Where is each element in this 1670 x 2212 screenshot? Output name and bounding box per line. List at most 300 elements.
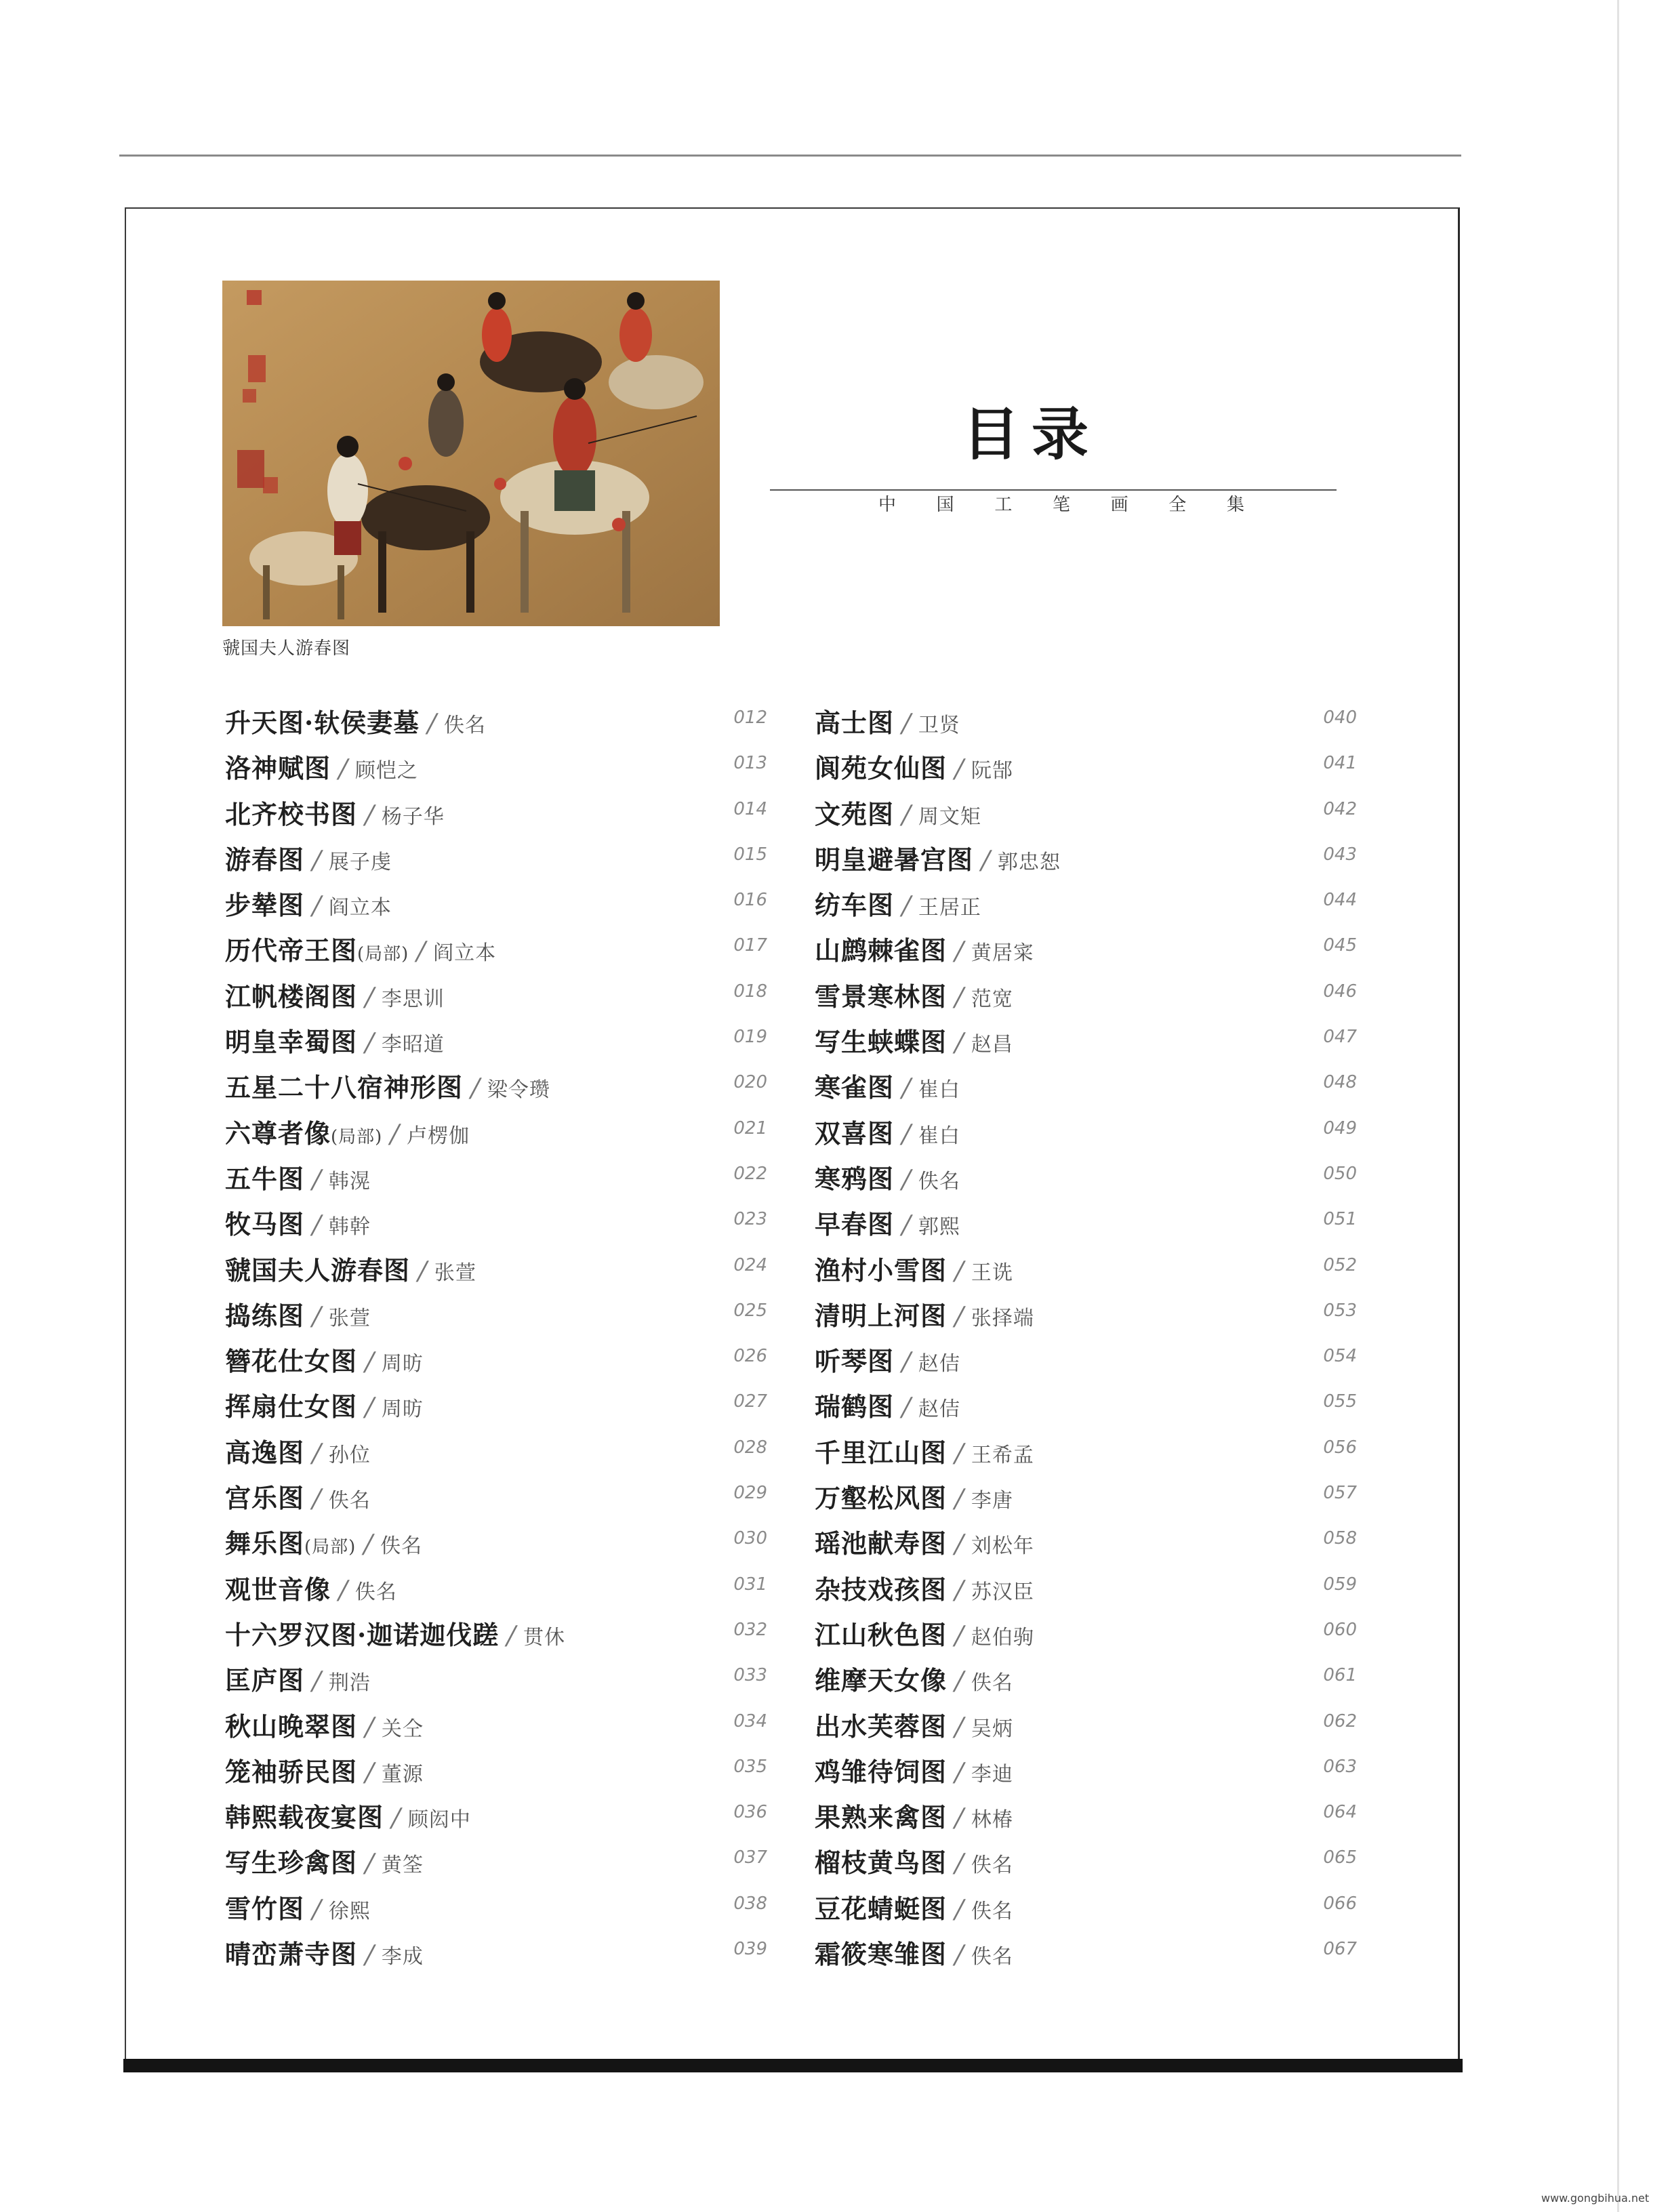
toc-page-number: 049: [1323, 1118, 1357, 1139]
painting-caption: 虢国夫人游春图: [222, 638, 351, 659]
toc-page-number: 029: [733, 1483, 767, 1504]
toc-page-number: 026: [733, 1346, 767, 1367]
toc-title: 雪景寒林图: [815, 981, 948, 1012]
toc-entry[interactable]: [815, 1198, 1357, 1244]
toc-title: 升天图·轪侯妻墓: [225, 708, 420, 738]
toc-title: 杂技戏孩图: [815, 1574, 948, 1605]
toc-entry[interactable]: [225, 1198, 767, 1244]
toc-entry-title-line: [815, 1933, 1013, 1971]
toc-title: 宫乐图: [225, 1483, 305, 1514]
top-rule: [119, 155, 1461, 157]
subtitle-char: 全: [1168, 495, 1187, 515]
toc-entry[interactable]: [815, 1700, 1357, 1746]
slash-separator: /: [952, 1803, 968, 1833]
slash-separator: /: [309, 890, 325, 921]
toc-author: 李唐: [971, 1489, 1013, 1513]
toc-entry-title-line: [815, 1158, 960, 1195]
toc-title: 鸡雏待饲图: [815, 1756, 948, 1787]
toc-author: 李迪: [971, 1762, 1013, 1786]
toc-page-number: 066: [1323, 1893, 1357, 1914]
toc-entry[interactable]: [815, 1928, 1357, 1973]
toc-title: 明皇幸蜀图: [225, 1027, 358, 1058]
toc-page-number: 050: [1323, 1163, 1357, 1184]
toc-author: 卫贤: [918, 714, 960, 737]
toc-author: 张萱: [328, 1306, 371, 1330]
toc-entry-title-line: [815, 1888, 1013, 1925]
toc-entry[interactable]: [225, 1153, 767, 1198]
toc-entry-title-line: [815, 1660, 1013, 1697]
slash-separator: /: [899, 1210, 915, 1240]
toc-author: 李思训: [381, 987, 445, 1011]
toc-page-number: 028: [733, 1437, 767, 1458]
toc-entry[interactable]: [225, 1700, 767, 1746]
toc-entry[interactable]: [225, 1472, 767, 1517]
slash-separator: /: [952, 981, 968, 1012]
toc-entry[interactable]: [815, 970, 1357, 1016]
slash-separator: /: [362, 1848, 378, 1879]
toc-title: 渔村小雪图: [815, 1254, 948, 1286]
toc-entry-title-line: [815, 1706, 1013, 1743]
toc-entry-title-line: [225, 1660, 371, 1697]
toc-entry[interactable]: [815, 1746, 1357, 1791]
toc-title: 捣练图: [225, 1300, 305, 1331]
toc-page-number: 030: [733, 1528, 767, 1549]
toc-page-number: 037: [733, 1847, 767, 1868]
toc-entry[interactable]: [815, 1016, 1357, 1061]
toc-entry-title-line: [815, 1067, 960, 1104]
toc-author: 周昉: [381, 1397, 424, 1422]
slash-separator: /: [388, 1803, 405, 1833]
series-subtitle: [878, 491, 1244, 516]
toc-entry[interactable]: [225, 879, 767, 924]
toc-entry-title-line: [225, 930, 496, 967]
toc-page-number: 039: [733, 1939, 767, 1960]
toc-page-number: 042: [1323, 798, 1357, 819]
toc-page-number: 022: [733, 1163, 767, 1184]
toc-entry-title-line: [225, 1295, 371, 1332]
toc-page-number: 056: [1323, 1437, 1357, 1458]
toc-entry-title-line: [225, 1842, 424, 1879]
slash-separator: /: [362, 1940, 378, 1970]
toc-entry-title-line: [815, 702, 960, 739]
toc-entry-title-line: [225, 1113, 470, 1150]
toc-entry-title-line: [225, 1477, 371, 1515]
toc-entry-title-line: [815, 1797, 1013, 1834]
toc-title: 千里江山图: [815, 1437, 948, 1468]
toc-author: 黄居寀: [971, 941, 1034, 966]
slash-separator: /: [952, 1027, 968, 1058]
toc-author: 赵佶: [918, 1397, 960, 1422]
toc-author: 佚名: [380, 1534, 423, 1559]
toc-title: 五星二十八宿神形图: [225, 1072, 464, 1103]
toc-author: 李成: [381, 1945, 424, 1969]
toc-entry[interactable]: [225, 1107, 767, 1153]
toc-page-number: 046: [1323, 981, 1357, 1002]
toc-column-left: [225, 697, 767, 1973]
toc-page-number: 064: [1323, 1802, 1357, 1823]
slash-separator: /: [362, 1027, 378, 1058]
toc-entry-title-line: [815, 1432, 1034, 1469]
toc-page-number: 024: [733, 1254, 767, 1275]
slash-separator: /: [335, 754, 352, 784]
slash-separator: /: [899, 1164, 915, 1194]
subtitle-char: 中: [878, 495, 897, 515]
painting-image: [222, 281, 720, 626]
slash-separator: /: [978, 844, 994, 875]
toc-page-number: 048: [1323, 1072, 1357, 1093]
toc-page-number: 043: [1323, 844, 1357, 865]
toc-entry[interactable]: [225, 1290, 767, 1335]
toc-entry-title-line: [815, 1340, 960, 1378]
slash-separator: /: [362, 1347, 378, 1377]
slash-separator: /: [952, 1940, 968, 1970]
toc-page-number: 054: [1323, 1346, 1357, 1367]
toc-author: 张择端: [971, 1306, 1034, 1330]
toc-entry-title-line: [815, 1614, 1034, 1652]
slash-separator: /: [504, 1620, 520, 1650]
toc-entry-title-line: [225, 747, 418, 785]
toc-title: 出水芙蓉图: [815, 1711, 948, 1742]
toc-author: 荆浩: [328, 1671, 371, 1696]
toc-page-number: 032: [733, 1619, 767, 1640]
toc-page-number: 019: [733, 1027, 767, 1048]
toc-entry[interactable]: [225, 1380, 767, 1426]
toc-page-number: 058: [1323, 1528, 1357, 1549]
toc-title: 文苑图: [815, 798, 895, 830]
toc-title: 高逸图: [225, 1437, 305, 1468]
toc-entry[interactable]: [815, 1563, 1357, 1609]
toc-author: 崔白: [918, 1078, 960, 1103]
toc-entry[interactable]: [815, 1883, 1357, 1928]
toc-entry[interactable]: [815, 1380, 1357, 1426]
toc-author: 佚名: [444, 714, 487, 737]
slash-separator: /: [952, 1757, 968, 1787]
toc-entry-title-line: [815, 1021, 1013, 1059]
toc-entry[interactable]: [225, 1427, 767, 1472]
toc-author: 阎立本: [433, 941, 497, 966]
toc-entry-title-line: [815, 1751, 1013, 1788]
toc-entry[interactable]: [225, 834, 767, 879]
painting-illustration: [222, 281, 720, 626]
toc-entry[interactable]: [225, 970, 767, 1016]
toc-entry[interactable]: [815, 1837, 1357, 1882]
toc-page-number: 062: [1323, 1711, 1357, 1732]
toc-title: 舞乐图: [225, 1528, 305, 1559]
slash-separator: /: [952, 936, 968, 966]
slash-separator: /: [309, 1666, 325, 1696]
toc-title: 明皇避暑宫图: [815, 844, 974, 875]
toc-entry-title-line: [815, 884, 981, 922]
toc-author: 王希孟: [971, 1443, 1034, 1467]
toc-author: 杨子华: [381, 804, 445, 829]
toc-entry-title-line: [225, 702, 486, 739]
slash-separator: /: [309, 844, 325, 875]
toc-entry-title-line: [225, 1706, 424, 1743]
slash-separator: /: [952, 1711, 968, 1742]
slash-separator: /: [424, 708, 441, 738]
toc-page-number: 061: [1323, 1665, 1357, 1686]
toc-entry-title-line: [815, 794, 981, 831]
toc-page-number: 018: [733, 981, 767, 1002]
toc-page-number: 020: [733, 1072, 767, 1093]
toc-page-number: 013: [733, 753, 767, 774]
toc-author: 林椿: [971, 1808, 1013, 1832]
toc-title: 簪花仕女图: [225, 1346, 358, 1377]
toc-entry-title-line: [815, 1113, 960, 1150]
toc-author: 郭忠恕: [997, 850, 1061, 874]
slash-separator: /: [899, 1347, 915, 1377]
toc-title: 五牛图: [225, 1163, 305, 1194]
slash-separator: /: [335, 1574, 352, 1605]
toc-author: 崔白: [918, 1124, 960, 1148]
toc-page-number: 040: [1323, 708, 1357, 728]
toc-entry-title-line: [225, 1021, 445, 1059]
toc-author: 梁令瓒: [487, 1078, 550, 1103]
toc-page-number: 021: [733, 1118, 767, 1139]
toc-title: 写生珍禽图: [225, 1847, 358, 1879]
toc-entry[interactable]: [225, 1791, 767, 1837]
toc-title: 江山秋色图: [815, 1619, 948, 1650]
slash-separator: /: [952, 1574, 968, 1605]
watermark: www.gongbihua.net: [1541, 2192, 1650, 2205]
slash-separator: /: [309, 1893, 325, 1924]
toc-entry-title-line: [225, 1340, 424, 1378]
toc-entry[interactable]: [225, 742, 767, 787]
toc-entry[interactable]: [225, 1016, 767, 1061]
toc-page-number: 051: [1323, 1209, 1357, 1230]
slash-separator: /: [362, 1392, 378, 1422]
toc-title: 瑞鹤图: [815, 1391, 895, 1422]
toc-entry[interactable]: [225, 1061, 767, 1107]
toc-page-number: 063: [1323, 1756, 1357, 1777]
toc-entry-title-line: [815, 1569, 1034, 1606]
toc-title: 清明上河图: [815, 1300, 948, 1331]
toc-page-number: 065: [1323, 1847, 1357, 1868]
subtitle-char: 画: [1110, 495, 1128, 515]
toc-author: 韩幹: [328, 1215, 371, 1240]
toc-title: 维摩天女像: [815, 1665, 948, 1696]
toc-author: 关仝: [381, 1717, 424, 1741]
toc-entry[interactable]: [225, 1746, 767, 1791]
slash-separator: /: [952, 1620, 968, 1650]
toc-page-number: 012: [733, 708, 767, 728]
toc-title: 果熟来禽图: [815, 1802, 948, 1833]
toc-title: 寒雀图: [815, 1072, 895, 1103]
toc-page-number: 025: [733, 1300, 767, 1321]
toc-page-number: 059: [1323, 1574, 1357, 1595]
toc-page-number: 035: [733, 1756, 767, 1777]
slash-separator: /: [952, 1893, 968, 1924]
toc-entry-title-line: [225, 1204, 371, 1241]
toc-entry[interactable]: [815, 1061, 1357, 1107]
toc-entry-title-line: [225, 1250, 476, 1287]
toc-entry-title-line: [815, 1295, 1034, 1332]
toc-entry[interactable]: [225, 1837, 767, 1882]
toc-author: 佚名: [918, 1169, 960, 1193]
slash-separator: /: [362, 799, 378, 830]
toc-author: 刘松年: [971, 1534, 1034, 1559]
toc-entry[interactable]: [815, 1427, 1357, 1472]
toc-entry-title-line: [815, 747, 1013, 785]
toc-author: 张萱: [434, 1261, 476, 1285]
toc-entry[interactable]: [815, 924, 1357, 970]
toc-author: 顾恺之: [354, 759, 418, 783]
toc-title: 北齐校书图: [225, 798, 358, 830]
toc-author: 佚名: [971, 1945, 1013, 1969]
toc-entry[interactable]: [815, 697, 1357, 742]
slash-separator: /: [899, 1073, 915, 1103]
slash-separator: /: [899, 1118, 915, 1149]
toc-entry[interactable]: [815, 1153, 1357, 1198]
toc-entry[interactable]: [815, 1290, 1357, 1335]
toc-entry-title-line: [815, 930, 1034, 967]
toc-title: 听琴图: [815, 1346, 895, 1377]
toc-entry[interactable]: [815, 879, 1357, 924]
toc-entry[interactable]: [815, 1609, 1357, 1654]
slash-separator: /: [309, 1300, 325, 1331]
toc-entry[interactable]: [225, 1928, 767, 1973]
toc-entry-title-line: [225, 1067, 550, 1104]
toc-entry-title-line: [815, 839, 1061, 876]
toc-page-number: 027: [733, 1391, 767, 1412]
toc-entry[interactable]: [225, 1244, 767, 1290]
toc-author: 赵佶: [918, 1352, 960, 1376]
toc-author: 周文矩: [918, 804, 981, 829]
toc-entry[interactable]: [225, 788, 767, 834]
slash-separator: /: [309, 1210, 325, 1240]
toc-author: 赵伯驹: [971, 1625, 1034, 1650]
toc-entry-title-line: [225, 884, 392, 922]
toc-entry[interactable]: [225, 1654, 767, 1700]
toc-title: 榴枝黄鸟图: [815, 1847, 948, 1879]
subtitle-char: 集: [1226, 495, 1244, 515]
slash-separator: /: [362, 981, 378, 1012]
toc-entry-title-line: [815, 1523, 1034, 1560]
slash-separator: /: [899, 708, 915, 738]
toc-entry-title-line: [225, 1158, 371, 1195]
slash-separator: /: [952, 1529, 968, 1559]
toc-title: 秋山晚翠图: [225, 1711, 358, 1742]
toc-page-number: 045: [1323, 935, 1357, 956]
slash-separator: /: [413, 936, 430, 966]
toc-page-number: 036: [733, 1802, 767, 1823]
toc-entry[interactable]: [815, 788, 1357, 834]
toc-title: 瑶池献寿图: [815, 1528, 948, 1559]
toc-entry-title-line: [815, 976, 1013, 1013]
page-title: 目录: [962, 401, 1101, 468]
slash-separator: /: [952, 1848, 968, 1879]
toc-title: 笼袖骄民图: [225, 1756, 358, 1787]
toc-author: 韩滉: [328, 1169, 371, 1193]
toc-page-number: 033: [733, 1665, 767, 1686]
toc-entry[interactable]: [815, 1335, 1357, 1380]
toc-title: 霜筱寒雏图: [815, 1939, 948, 1970]
toc-entry-title-line: [815, 1204, 960, 1241]
slash-separator: /: [361, 1529, 377, 1559]
toc-title: 游春图: [225, 844, 305, 875]
toc-title: 寒鸦图: [815, 1163, 895, 1194]
toc-entry[interactable]: [815, 1472, 1357, 1517]
toc-entry-title-line: [225, 1933, 424, 1971]
toc-page-number: 031: [733, 1574, 767, 1595]
toc-page-number: 057: [1323, 1483, 1357, 1504]
toc-title: 六尊者像: [225, 1118, 331, 1149]
toc-entry-title-line: [225, 794, 445, 831]
toc-author: 徐熙: [328, 1899, 371, 1923]
toc-entry-title-line: [225, 1569, 397, 1606]
toc-page-number: 055: [1323, 1391, 1357, 1412]
toc-entry[interactable]: [815, 1517, 1357, 1563]
toc-title: 雪竹图: [225, 1893, 305, 1924]
toc-entry[interactable]: [815, 834, 1357, 879]
toc-author: 王诜: [971, 1261, 1013, 1285]
slash-separator: /: [309, 1164, 325, 1194]
toc-author: 孙位: [328, 1443, 371, 1467]
toc-title: 历代帝王图: [225, 935, 358, 966]
toc-title: 山鹧棘雀图: [815, 935, 948, 966]
toc-entry-title-line: [225, 1386, 424, 1423]
toc-entry-title-line: [225, 1614, 565, 1652]
toc-entry[interactable]: [225, 1563, 767, 1609]
toc-title: 写生蛱蝶图: [815, 1027, 948, 1058]
toc-entry[interactable]: [225, 924, 767, 970]
toc-author: 阮郜: [971, 759, 1013, 783]
toc-title: 牧马图: [225, 1209, 305, 1240]
toc-page-number: 015: [733, 844, 767, 865]
toc-entry[interactable]: [225, 1517, 767, 1563]
toc-entry-title-line: [815, 1842, 1013, 1879]
toc-title: 晴峦萧寺图: [225, 1939, 358, 1970]
toc-entry[interactable]: [225, 697, 767, 742]
toc-title: 观世音像: [225, 1574, 331, 1605]
slash-separator: /: [952, 1437, 968, 1468]
toc-entry[interactable]: [815, 1107, 1357, 1153]
toc-entry[interactable]: [225, 1883, 767, 1928]
toc-entry[interactable]: [815, 1791, 1357, 1837]
toc-author: 佚名: [971, 1899, 1013, 1923]
toc-entry[interactable]: [225, 1609, 767, 1654]
toc-entry-title-line: [225, 839, 392, 876]
toc-author: 吴炳: [971, 1717, 1013, 1741]
toc-title: 早春图: [815, 1209, 895, 1240]
toc-title: 江帆楼阁图: [225, 981, 358, 1012]
toc-entry-title-line: [225, 1797, 471, 1834]
toc-entry-title-line: [815, 1477, 1013, 1515]
slash-separator: /: [899, 799, 915, 830]
toc-entry[interactable]: [815, 1654, 1357, 1700]
slash-separator: /: [952, 1666, 968, 1696]
toc-author: 王居正: [918, 896, 981, 920]
slash-separator: /: [415, 1255, 431, 1286]
toc-entry-title-line: [815, 1250, 1013, 1287]
toc-entry[interactable]: [225, 1335, 767, 1380]
toc-entry[interactable]: [815, 742, 1357, 787]
toc-entry-title-line: [225, 1751, 424, 1788]
slash-separator: /: [952, 754, 968, 784]
slash-separator: /: [899, 890, 915, 921]
toc-page-number: 041: [1323, 753, 1357, 774]
toc-author: 董源: [381, 1762, 424, 1786]
frame-bottom-bar: [123, 2059, 1463, 2072]
toc-page-number: 052: [1323, 1254, 1357, 1275]
toc-author: 贯休: [523, 1625, 566, 1650]
toc-entry[interactable]: [815, 1244, 1357, 1290]
toc-author: 黄筌: [381, 1853, 424, 1878]
toc-entry-title-line: [815, 1386, 960, 1423]
toc-title: 万壑松风图: [815, 1483, 948, 1514]
toc-title: 双喜图: [815, 1118, 895, 1149]
toc-page-number: 034: [733, 1711, 767, 1732]
